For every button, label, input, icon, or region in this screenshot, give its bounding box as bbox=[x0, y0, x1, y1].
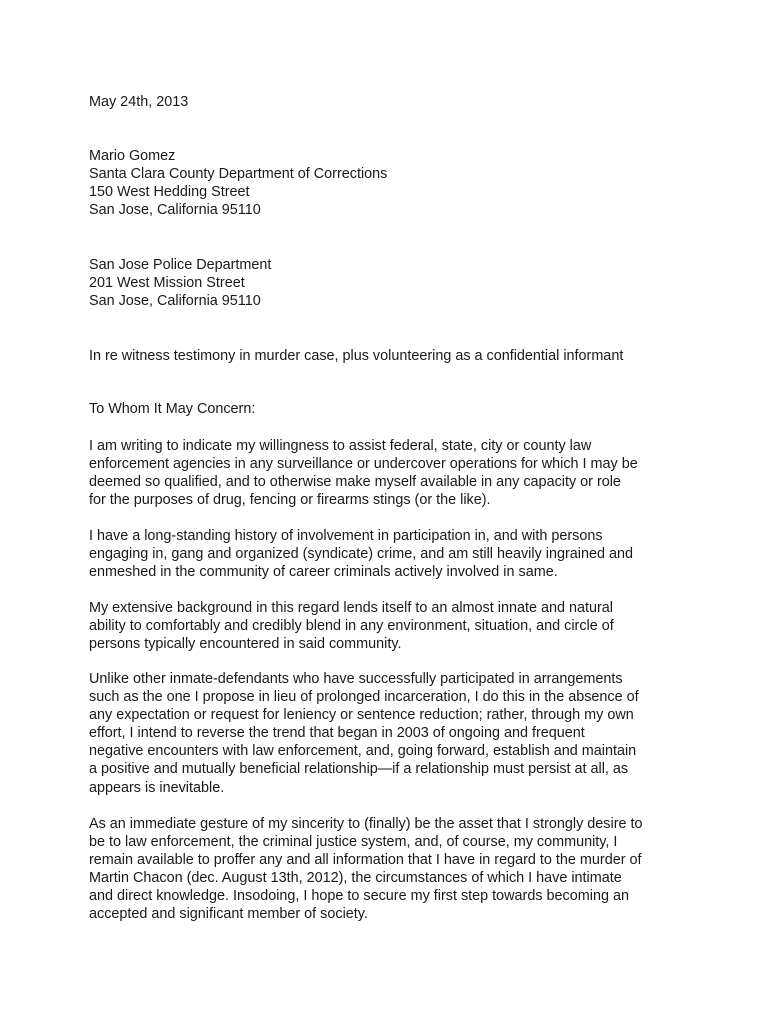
recipient-city: San Jose, California 95110 bbox=[89, 202, 261, 219]
paragraph-line: engaging in, gang and organized (syndicate) crime, and am still heavily ingrained and bbox=[89, 546, 633, 563]
date-text: May 24th, 2013 bbox=[89, 94, 189, 110]
paragraph-line: appears is inevitable. bbox=[89, 779, 225, 796]
body-paragraph-4 bbox=[89, 670, 639, 797]
paragraph-line: such as the one I propose in lieu of prolonged incarceration, I do this in the absence of bbox=[89, 689, 639, 706]
body-paragraph-2 bbox=[89, 527, 633, 581]
paragraph-line: negative encounters with law enforcement, and, going forward, establish and maintain bbox=[89, 743, 637, 760]
recipient-street: 150 West Hedding Street bbox=[89, 184, 250, 201]
body-paragraph-3 bbox=[89, 599, 614, 653]
recipient-city: San Jose, California 95110 bbox=[89, 293, 261, 310]
recipient-organization: Santa Clara County Department of Corrections bbox=[89, 166, 388, 183]
paragraph-line: I have a long-standing history of involvement in participation in, and with persons bbox=[89, 528, 603, 544]
salutation bbox=[89, 400, 255, 418]
paragraph-line: As an immediate gesture of my sincerity to (finally) be the asset that I strongly desire to bbox=[89, 816, 643, 832]
paragraph-line: Unlike other inmate-defendants who have successfully participated in arrangements bbox=[89, 671, 623, 687]
paragraph-line: be to law enforcement, the criminal justice system, and, of course, my community, I bbox=[89, 834, 618, 851]
paragraph-line: effort, I intend to reverse the trend that began in 2003 of ongoing and frequent bbox=[89, 725, 585, 742]
paragraph-line: accepted and significant member of society. bbox=[89, 906, 368, 923]
paragraph-line: deemed so qualified, and to otherwise make myself available in any capacity or role bbox=[89, 474, 621, 491]
paragraph-line: for the purposes of drug, fencing or firearms stings (or the like). bbox=[89, 492, 491, 509]
body-paragraph-5 bbox=[89, 815, 643, 924]
paragraph-line: Martin Chacon (dec. August 13th, 2012), the circumstances of which I have intimate bbox=[89, 870, 622, 887]
paragraph-line: I am writing to indicate my willingness to assist federal, state, city or county law bbox=[89, 438, 592, 454]
paragraph-line: enforcement agencies in any surveillance or undercover operations for which I may be bbox=[89, 456, 638, 473]
paragraph-line: and direct knowledge. Insodoing, I hope to secure my first step towards becoming an bbox=[89, 888, 629, 905]
recipient-name: Mario Gomez bbox=[89, 148, 176, 164]
paragraph-line: remain available to proffer any and all information that I have in regard to the murder of bbox=[89, 852, 642, 869]
subject-line bbox=[89, 347, 623, 365]
recipient-organization: San Jose Police Department bbox=[89, 257, 272, 273]
recipient-address-corrections bbox=[89, 147, 387, 219]
salutation-text: To Whom It May Concern: bbox=[89, 401, 256, 417]
paragraph-line: a positive and mutually beneficial relationship—if a relationship must persist at all, as bbox=[89, 761, 629, 778]
paragraph-line: My extensive background in this regard lends itself to an almost innate and natural bbox=[89, 600, 613, 616]
paragraph-line: any expectation or request for leniency or sentence reduction; rather, through my own bbox=[89, 707, 634, 724]
recipient-address-police bbox=[89, 256, 271, 310]
paragraph-line: persons typically encountered in said community. bbox=[89, 636, 402, 653]
body-paragraph-1 bbox=[89, 437, 638, 509]
recipient-street: 201 West Mission Street bbox=[89, 275, 245, 292]
paragraph-line: ability to comfortably and credibly blend in any environment, situation, and circle of bbox=[89, 618, 614, 635]
paragraph-line: enmeshed in the community of career criminals actively involved in same. bbox=[89, 564, 558, 581]
subject-text: In re witness testimony in murder case, plus volunteering as a confidential informant bbox=[89, 348, 624, 364]
letter-date bbox=[89, 93, 188, 111]
